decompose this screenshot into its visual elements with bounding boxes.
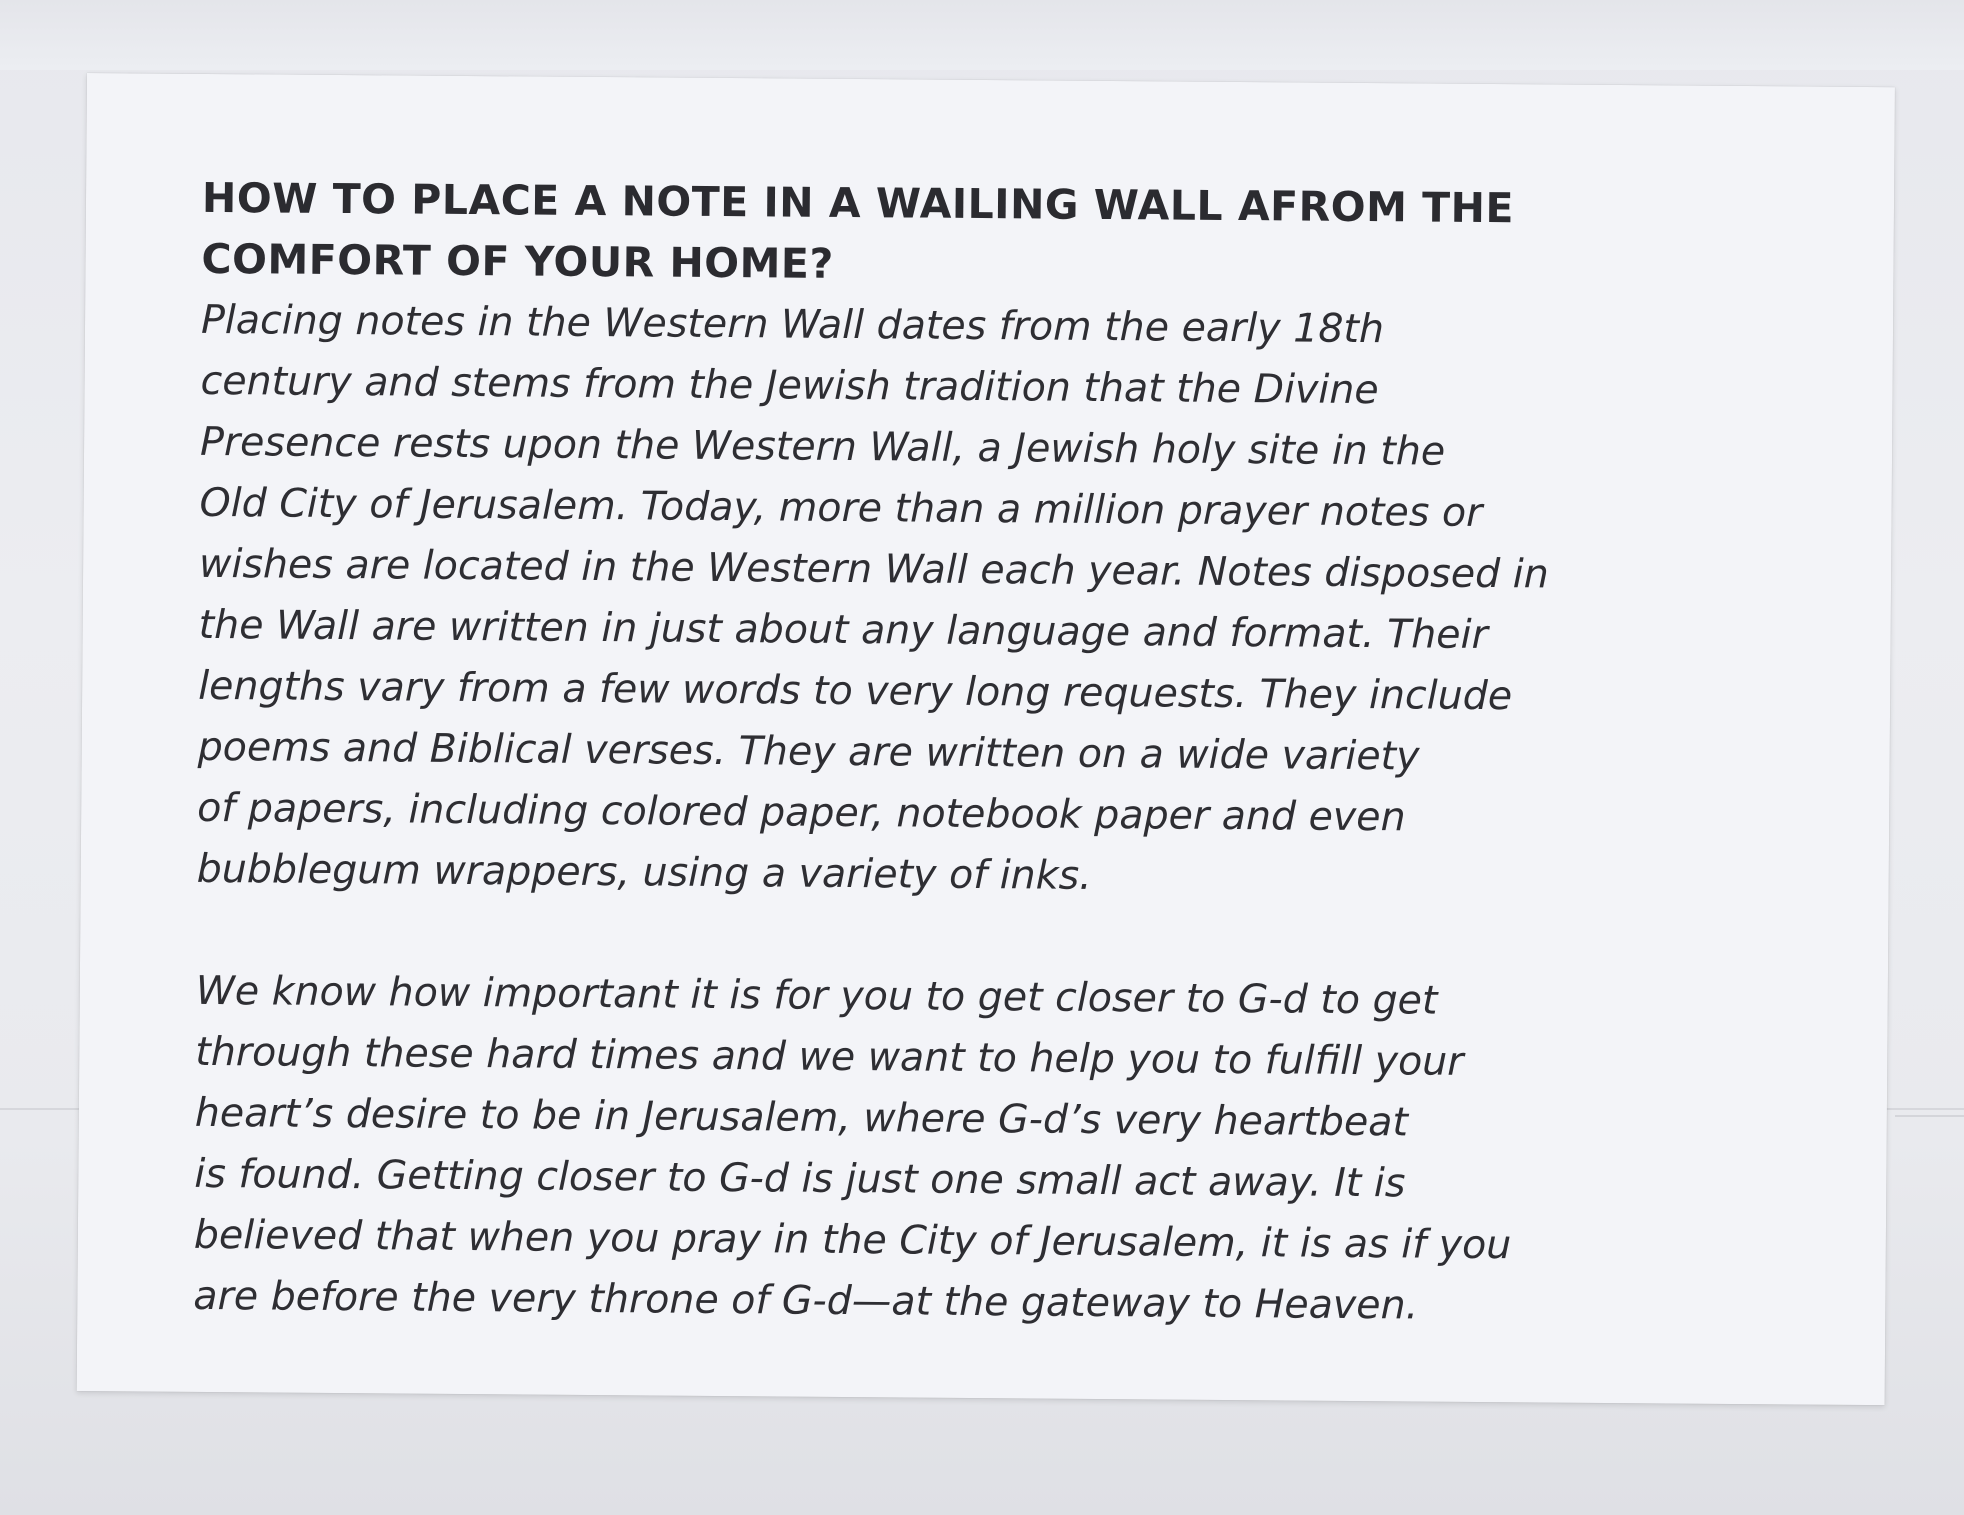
text-line: lengths vary from a few words to very long requests. They include bbox=[198, 662, 1513, 720]
heading-line: HOW TO PLACE A NOTE IN A WAILING WALL AFROM THE bbox=[201, 173, 1515, 233]
backdrop-top bbox=[0, 0, 1964, 70]
text-line: of papers, including colored paper, notebook paper and even bbox=[197, 784, 1406, 841]
text-line: is found. Getting closer to G-d is just one small act away. It is bbox=[194, 1150, 1406, 1207]
printed-card bbox=[77, 73, 1895, 1405]
text-line: century and stems from the Jewish tradition that the Divine bbox=[200, 357, 1379, 414]
text-line: through these hard times and we want to help you to fulfill your bbox=[195, 1028, 1464, 1085]
paragraph-mission bbox=[193, 961, 1816, 1340]
text-line: Presence rests upon the Western Wall, a Jewish holy site in the bbox=[199, 418, 1446, 475]
card-content bbox=[193, 168, 1822, 1340]
card-heading bbox=[201, 168, 1822, 303]
text-line: Placing notes in the Western Wall dates from the early 18th bbox=[200, 296, 1385, 353]
backdrop-seam-right bbox=[1895, 1115, 1964, 1117]
text-line: the Wall are written in just about any language and format. Their bbox=[198, 601, 1488, 659]
heading-line: COMFORT OF YOUR HOME? bbox=[201, 234, 834, 288]
text-line: heart’s desire to be in Jerusalem, where G-d’s very heartbeat bbox=[194, 1089, 1409, 1146]
text-line: bubblegum wrappers, using a variety of inks. bbox=[196, 845, 1092, 899]
paragraph-history bbox=[197, 290, 1822, 913]
text-line: Old City of Jerusalem. Today, more than a million prayer notes or bbox=[199, 479, 1483, 536]
text-line: are before the very throne of G-d—at the gateway to Heaven. bbox=[193, 1272, 1419, 1329]
text-line: We know how important it is for you to get closer to G-d to get bbox=[195, 967, 1438, 1024]
text-line: believed that when you pray in the City of Jerusalem, it is as if you bbox=[193, 1211, 1512, 1269]
text-line: poems and Biblical verses. They are written on a wide variety bbox=[197, 723, 1420, 780]
text-line: wishes are located in the Western Wall each year. Notes disposed in bbox=[198, 540, 1549, 598]
